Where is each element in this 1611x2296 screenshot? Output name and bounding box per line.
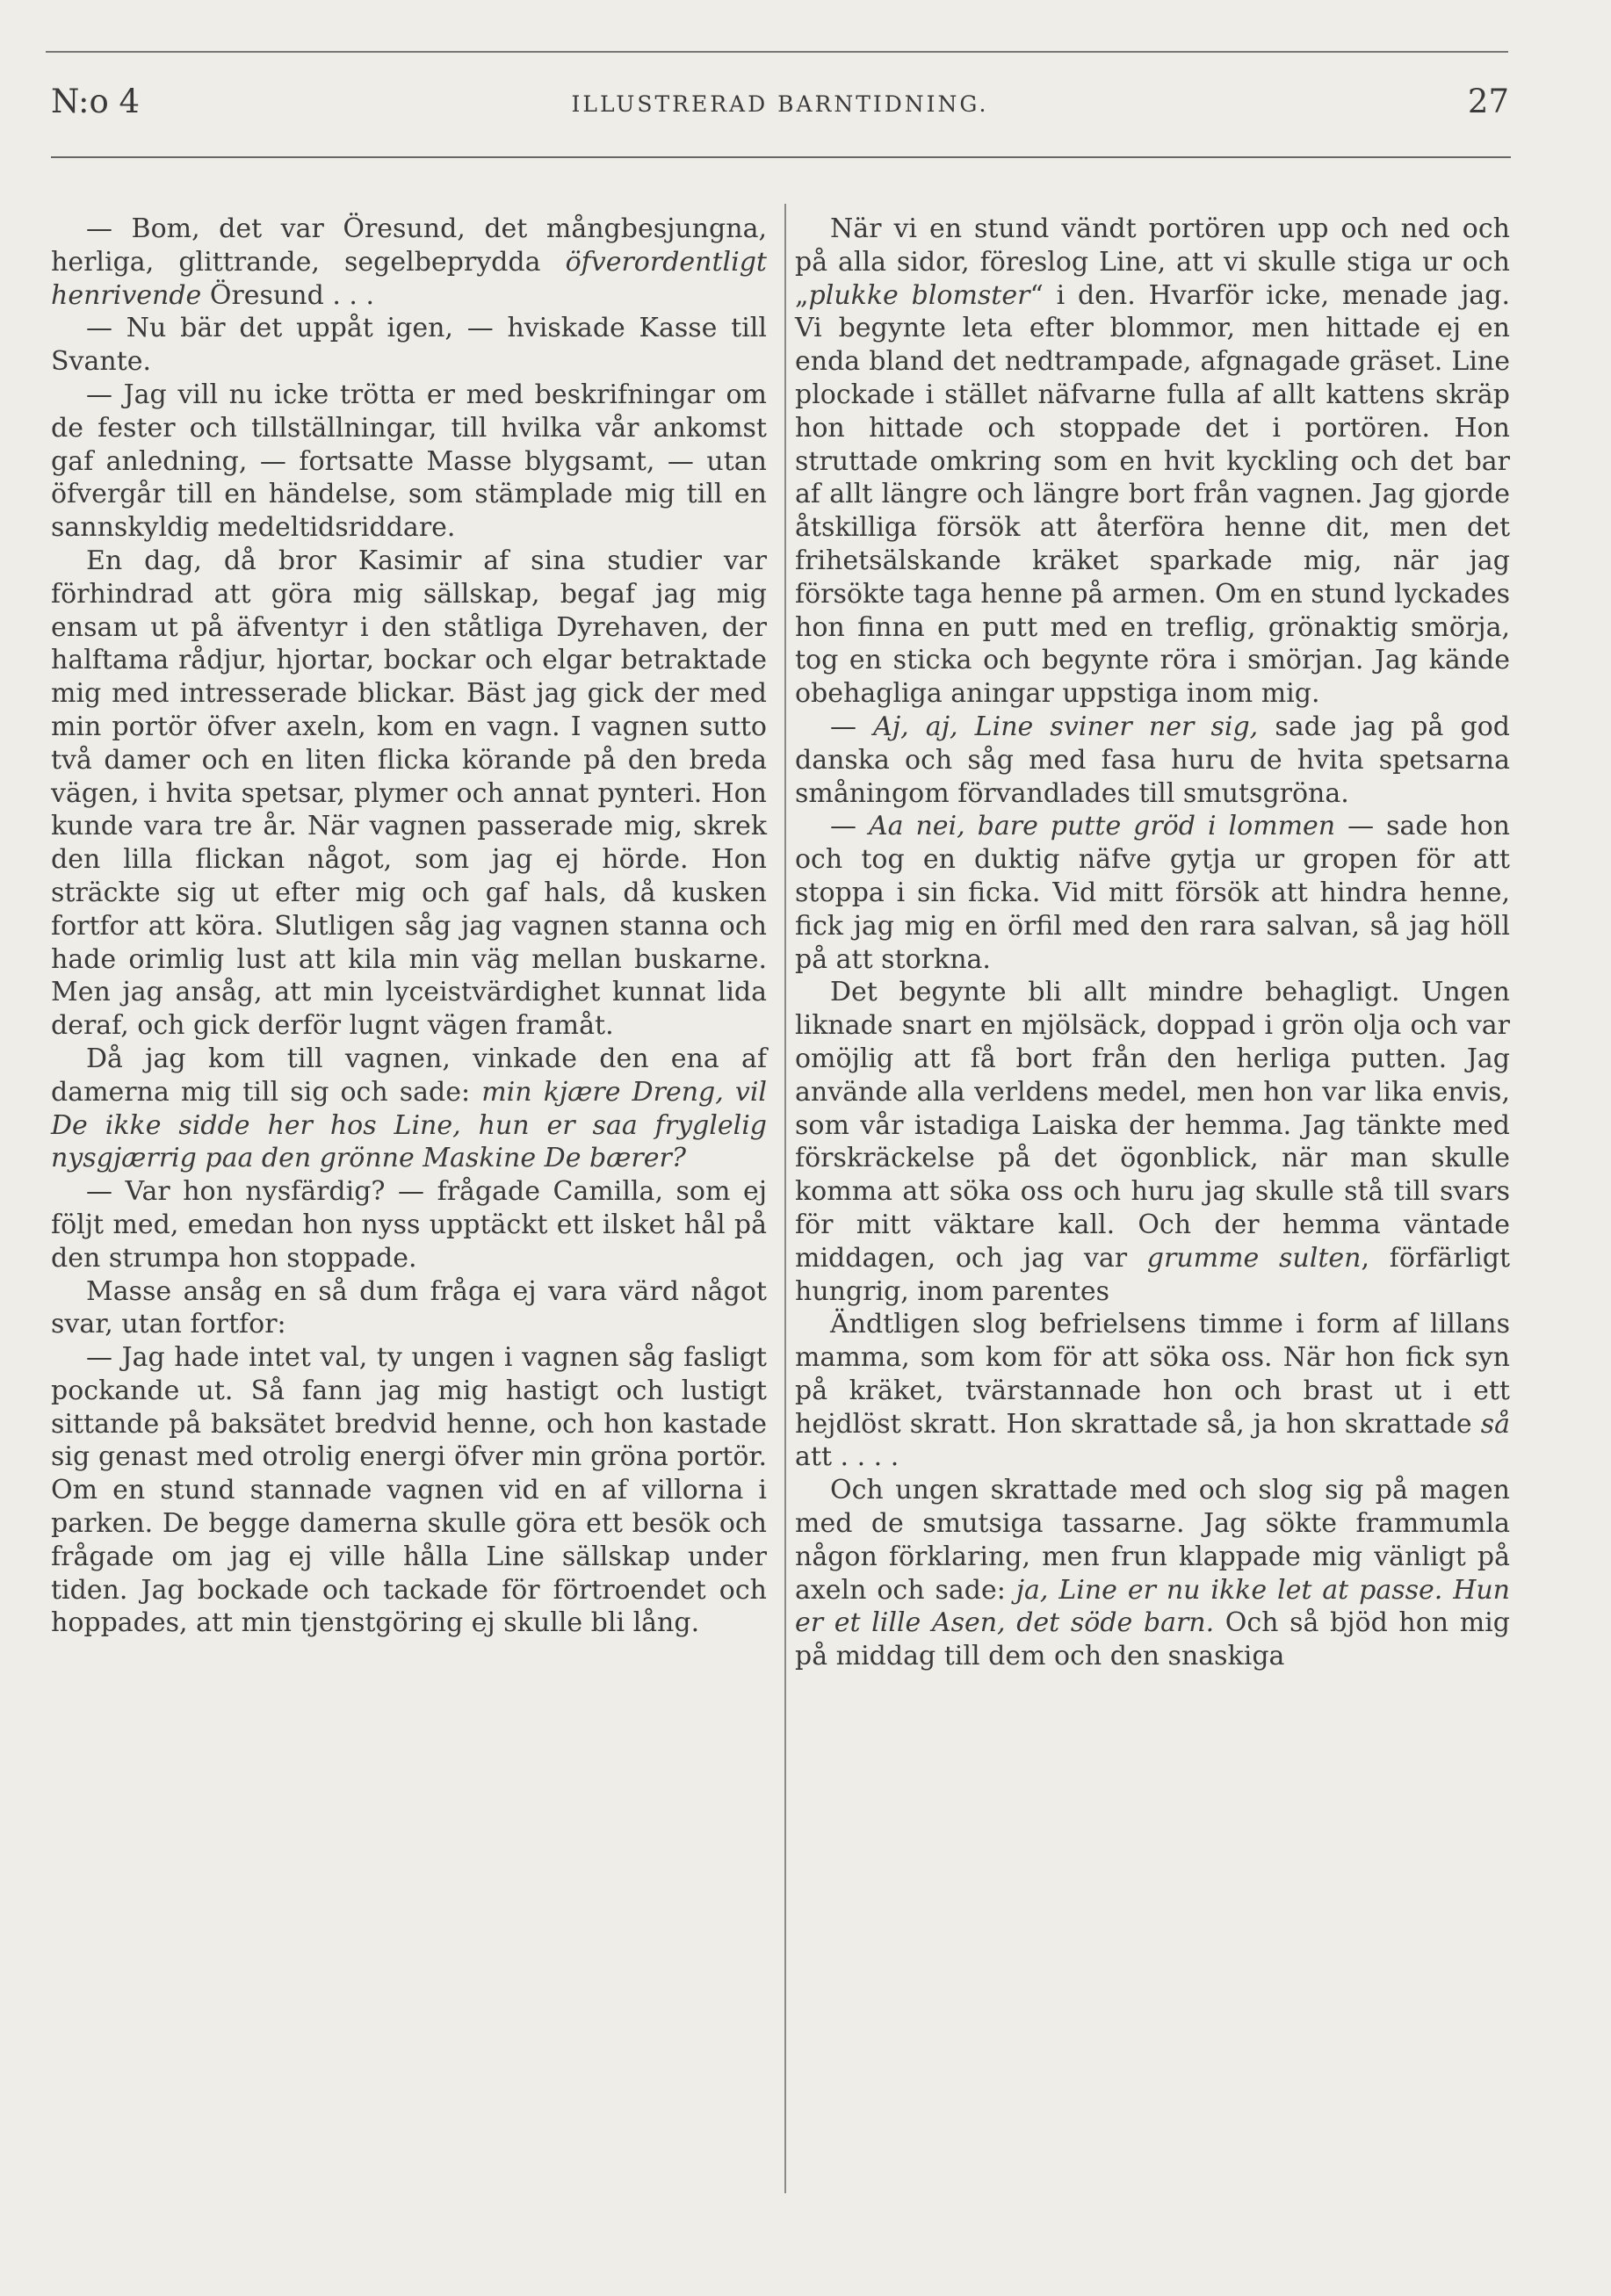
paragraph: Ändtligen slog befrielsens timme i form af lillans mamma, som kom för att söka oss. När hon fick syn på kräket, tvärstannade hon och brast ut i ett hejdlöst skratt. Hon skrattade så, ja hon skrattade så att . . . . — [795, 1309, 1510, 1473]
page-number: 27 — [1467, 83, 1509, 120]
paragraph: — Jag hade intet val, ty ungen i vagnen såg fasligt pockande ut. Så fann jag mig hastigt och lustigt sittande på baksätet bredvid henne, och hon kastade sig genast med otrolig energi öfver min gröna portör. Om en stund stannade vagnen vid en af villorna i parken. De begge damerna skulle göra ett besök och frågade om jag ej ville hålla Line sällskap under tiden. Jag bockade och tackade för förtroendet och hoppades, att min tjenstgöring ej skulle bli lång. — [51, 1342, 767, 1639]
column-divider — [784, 204, 786, 2193]
paragraph: En dag, då bror Kasimir af sina studier var förhindrad att göra mig sällskap, begaf jag mig ensam ut på äfventyr i den ståtliga Dyrehaven, der halftama rådjur, hjortar, bockar och elgar betraktade mig med intresserade blickar. Bäst jag gick der med min portör öfver axeln, kom en vagn. I vagnen sutto två damer och en liten flicka körande på den breda vägen, i hvita spetsar, plymer och annat pynteri. Hon kunde vara tre år. När vagnen passerade mig, skrek den lilla flickan något, som jag ej hörde. Hon sträckte sig ut efter mig och gaf hals, då kusken fortfor att köra. Slutligen såg jag vagnen stanna och hade orimlig lust att kila min väg mellan buskarne. Men jag ansåg, att min lyceistvärdighet kunnat lida deraf, och gick derför lugnt vägen framåt. — [51, 545, 767, 1042]
paragraph: Då jag kom till vagnen, vinkade den ena af damerna mig till sig och sade: min kjære Dreng, vil De ikke sidde her hos Line, hun er saa fryglelig nysgjærrig paa den grönne Maskine De bærer? — [51, 1043, 768, 1174]
paragraph: — Var hon nysfärdig? — frågade Camilla, som ej följt med, emedan hon nyss upptäckt ett ilsket hål på den strumpa hon stoppade. — [51, 1176, 767, 1274]
paragraph: — Aj, aj, Line sviner ner sig, sade jag på god danska och såg med fasa huru de hvita spetsarna småningom förvandlades till smutsgröna. — [795, 711, 1510, 809]
paragraph: — Bom, det var Öresund, det mångbesjungna, herliga, glittrande, segelbeprydda öfverordentligt henrivende Öresund . . . — [51, 213, 767, 311]
right-column — [795, 213, 1510, 1673]
paragraph: — Jag vill nu icke trötta er med beskrifningar om de fester och tillställningar, till hvilka vår ankomst gaf anledning, — fortsatte Masse blygsamt, — utan öfvergår till en händelse, som stämplade mig till en sannskyldig medeltidsriddare. — [51, 379, 767, 544]
left-column — [51, 213, 767, 1640]
paragraph: Och ungen skrattade med och slog sig på magen med de smutsiga tassarne. Jag sökte frammumla någon förklaring, men frun klappade mig vänligt på axeln och sade: ja, Line er nu ikke let at passe. Hun er et lille Asen, det söde barn. Och så bjöd hon mig på middag till dem och den snaskiga — [795, 1475, 1510, 1672]
paragraph: — Aa nei, bare putte gröd i lommen — sade hon och tog en duktig näfve gytja ur gropen för att stoppa i sin ficka. Vid mitt försök att hindra henne, fick jag mig en örfil med den rara salvan, så jag höll på att storkna. — [795, 811, 1510, 975]
running-header — [51, 83, 1509, 135]
issue-number: N:o 4 — [51, 83, 141, 120]
header-rule — [51, 156, 1511, 158]
paragraph: — Nu bär det uppåt igen, — hviskade Kasse till Svante. — [51, 313, 767, 378]
publication-title: ILLUSTRERAD BARNTIDNING. — [571, 91, 989, 117]
paragraph: Masse ansåg en så dum fråga ej vara värd något svar, utan fortfor: — [51, 1275, 767, 1340]
top-rule — [46, 51, 1508, 53]
paragraph: Det begynte bli allt mindre behagligt. Ungen liknade snart en mjölsäck, doppad i grön olja och var omöjlig att få bort från den herliga putten. Jag använde alla verldens medel, men hon var lika envis, som vår istadiga Laiska der hemma. Jag tänkte med förskräckelse på det ögonblick, när man skulle komma att söka oss och huru jag skulle stå till svars för mitt väktare kall. Och der hemma väntade middagen, och jag var grumme sulten, förfärligt hungrig, inom parentes — [795, 977, 1511, 1307]
paragraph: När vi en stund vändt portören upp och ned och på alla sidor, föreslog Line, att vi skulle stiga ur och „plukke blomster“ i den. Hvarför icke, menade jag. Vi begynte leta efter blommor, men hittade ej en enda bland det nedtrampade, afgnagade gräset. Line plockade i stället näfvarne fulla af allt kattens skräp hon hittade och stoppade det i portören. Hon struttade omkring som en hvit kyckling och det bar af allt längre och längre bort från vagnen. Jag gjorde åtskilliga försök att återföra henne dit, men det frihetsälskande kräket sparkade mig, när jag försökte taga henne på armen. Om en stund lyckades hon finna en putt med en treflig, grönaktig smörja, tog en sticka och begynte röra i smörjan. Jag kände obehagliga aningar uppstiga inom mig. — [795, 213, 1510, 710]
